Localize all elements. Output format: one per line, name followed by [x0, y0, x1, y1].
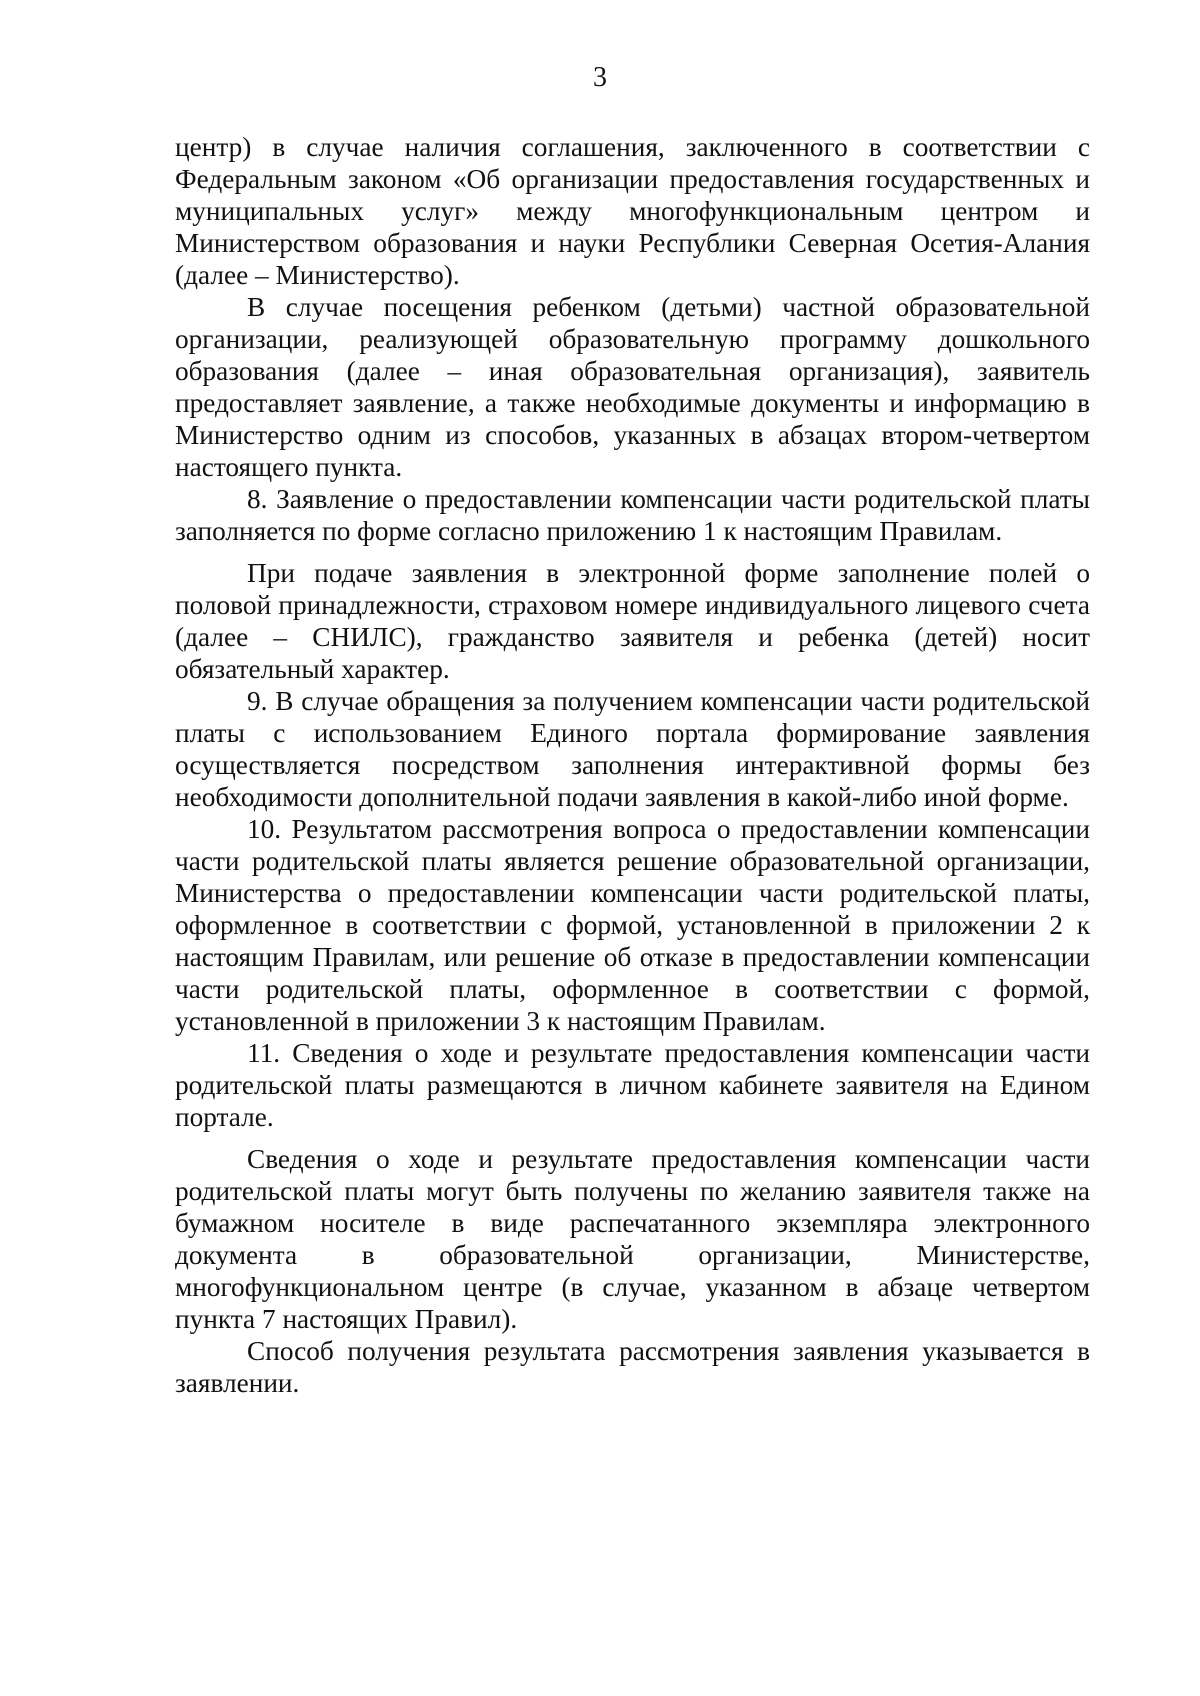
page-number: 3: [593, 62, 607, 93]
paragraph-result-method: Способ получения результата рассмотрения заявления указывается в заявлении.: [175, 1336, 1090, 1398]
paragraph-paper-result: Сведения о ходе и результате предоставления компенсации части родительской платы могут быть получены по желанию заявителя также на бумажном носителе в виде распечатанного экземпляра электронного документа в образовательной организации, Министерстве, многофункциональном центре (в случае, указанном в абзаце четвертом пункта 7 настоящих Правил).: [175, 1144, 1090, 1334]
paragraph-continuation: центр) в случае наличия соглашения, заключенного в соответствии с Федеральным законом «Об организации предоставления государственных и муниципальных услуг» между многофункциональным центром и Министерством образования и науки Республики Северная Осетия-Алания (далее – Министерство).: [175, 132, 1090, 290]
document-body: [175, 131, 1090, 1399]
paragraph-item-8: 8. Заявление о предоставлении компенсации части родительской платы заполняется по форме согласно приложению 1 к настоящим Правилам.: [175, 484, 1090, 546]
paragraph-private-organization: В случае посещения ребенком (детьми) частной образовательной организации, реализующей образовательную программу дошкольного образования (далее – иная образовательная организация), заявитель предоставляет заявление, а также необходимые документы и информацию в Министерство одним из способов, указанных в абзацах втором-четвертом настоящего пункта.: [175, 292, 1090, 482]
paragraph-item-10: 10. Результатом рассмотрения вопроса о предоставлении компенсации части родительской платы является решение образовательной организации, Министерства о предоставлении компенсации части родительской платы, оформленное в соответствии с формой, установленной в приложении 2 к настоящим Правилам, или решение об отказе в предоставлении компенсации части родительской платы, оформленное в соответствии с формой, установленной в приложении 3 к настоящим Правилам.: [175, 814, 1090, 1036]
paragraph-item-11: 11. Сведения о ходе и результате предоставления компенсации части родительской платы размещаются в личном кабинете заявителя на Едином портале.: [175, 1038, 1090, 1132]
paragraph-item-9: 9. В случае обращения за получением компенсации части родительской платы с использованием Единого портала формирование заявления осуществляется посредством заполнения интерактивной формы без необходимости дополнительной подачи заявления в какой-либо иной форме.: [175, 686, 1090, 812]
paragraph-electronic-form: При подаче заявления в электронной форме заполнение полей о половой принадлежности, страховом номере индивидуального лицевого счета (далее – СНИЛС), гражданство заявителя и ребенка (детей) носит обязательный характер.: [175, 558, 1090, 684]
